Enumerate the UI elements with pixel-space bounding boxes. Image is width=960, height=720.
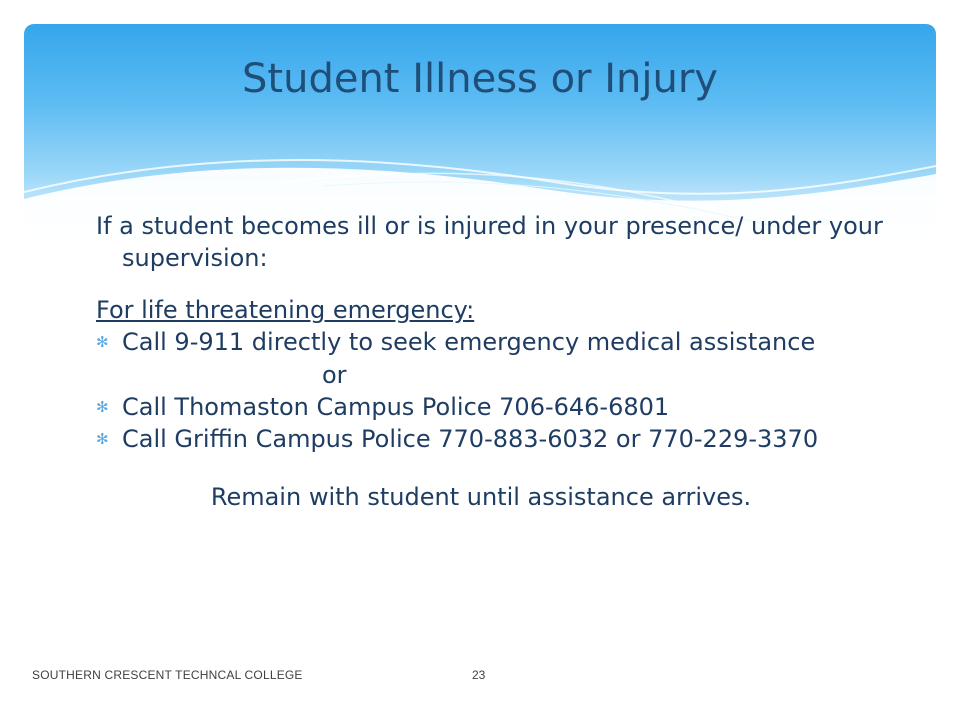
asterisk-bullet-icon: ✻ (96, 333, 109, 352)
bullet-item-thomaston (96, 391, 896, 423)
slide-body (96, 210, 896, 513)
intro-text: If a student becomes ill or is injured in your presence/ under your supervision: (96, 212, 883, 273)
bullet-item-emergency (96, 326, 896, 358)
bullet-item-griffin (96, 423, 896, 455)
asterisk-bullet-icon: ✻ (96, 397, 109, 416)
bullet-text: Call Thomaston Campus Police 706-646-6801 (122, 392, 670, 421)
section-heading: For life threatening emergency: (96, 296, 475, 325)
or-text: or (322, 360, 347, 389)
bullet-text: Call Griffin Campus Police 770-883-6032 or 770-229-3370 (122, 424, 819, 453)
slide-title: Student Illness or Injury (242, 56, 718, 102)
bullet-text: Call 9-911 directly to seek emergency medical assistance (122, 328, 816, 357)
page-number: 23 (472, 668, 486, 682)
closing-text: Remain with student until assistance arrives. (210, 483, 752, 512)
asterisk-bullet-icon: ✻ (96, 429, 109, 448)
footer-organization: SOUTHERN CRESCENT TECHNCAL COLLEGE (32, 668, 303, 682)
